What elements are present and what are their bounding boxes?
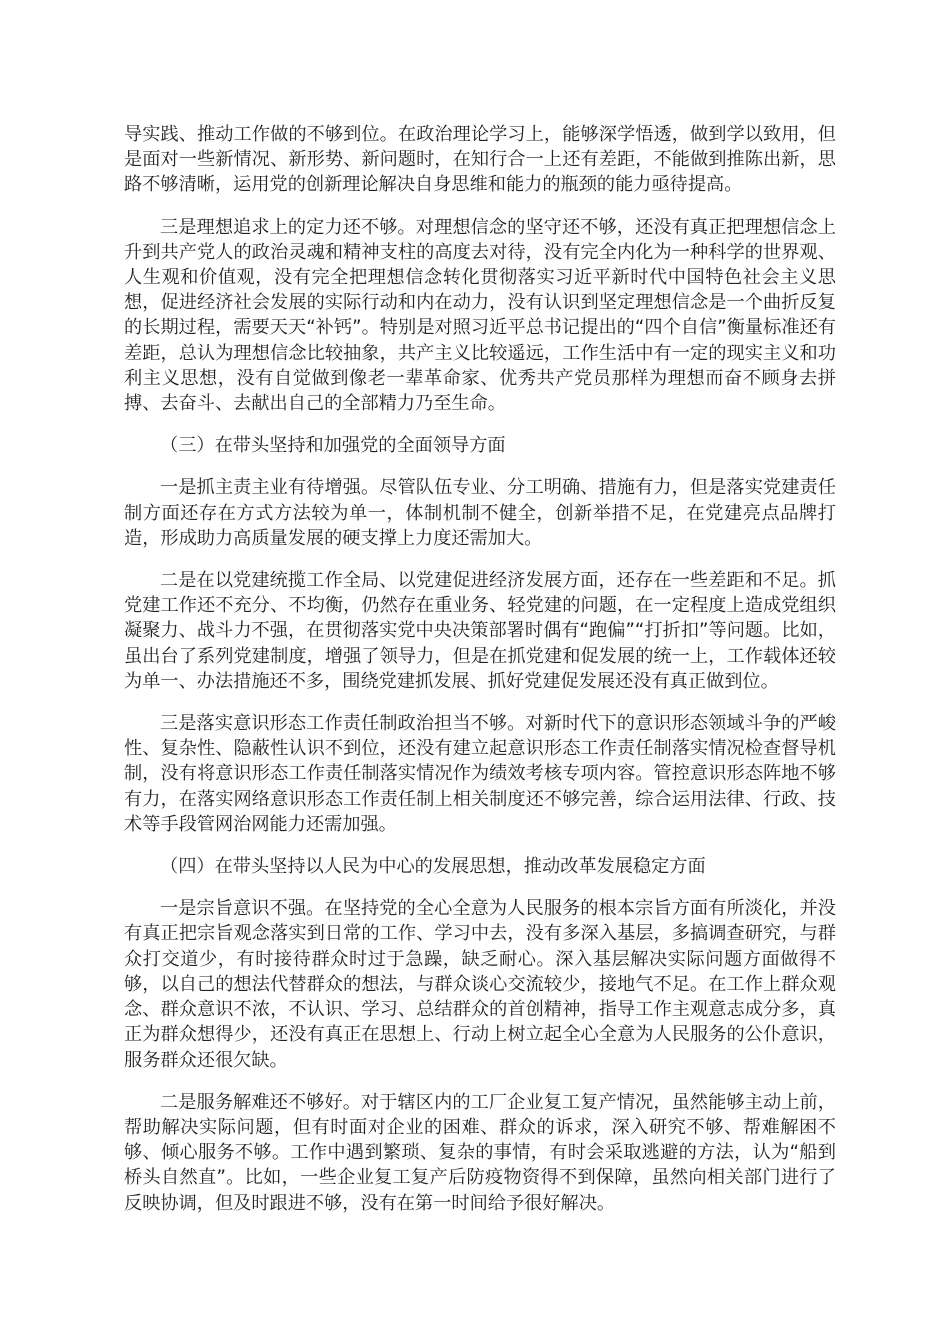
- section-heading-4: （四）在带头坚持以人民为中心的发展思想，推动改革发展稳定方面: [160, 856, 706, 878]
- paragraph-service: 二是服务解难还不够好。对于辖区内的工厂企业复工复产情况，虽然能够主动上前，帮助解决实际问题，但有时面对企业的困难、群众的诉求，深入研究不够、帮难解困不够、倾心服务不够。工作中遇到繁琐、复杂的事情，有时会采取逃避的方法，认为“船到桥头自然直”。比如，一些企业复工复产后防疫物资得不到保障，虽然向相关部门进行了反映协调，但及时跟进不够，没有在第一时间给予很好解决。: [124, 1091, 836, 1214]
- paragraph-continuation: 导实践、推动工作做的不够到位。在政治理论学习上，能够深学悟透，做到学以致用，但是面对一些新情况、新形势、新问题时，在知行合一上还有差距，不能做到推陈出新，思路不够清晰，运用党的创新理论解决自身思维和能力的瓶颈的能力亟待提高。: [124, 124, 836, 196]
- paragraph-purpose-awareness: 一是宗旨意识不强。在坚持党的全心全意为人民服务的根本宗旨方面有所淡化，并没有真正把宗旨观念落实到日常的工作、学习中去，没有多深入基层，多搞调查研究，与群众打交道少，有时接待群众时过于急躁，缺乏耐心。深入基层解决实际问题方面做得不够，以自己的想法代替群众的想法，与群众谈心交流较少，接地气不足。在工作上群众观念、群众意识不浓，不认识、学习、总结群众的首创精神，指导工作主观意志成分多，真正为群众想得少，还没有真正在思想上、行动上树立起全心全意为人民服务的公仆意识，服务群众还很欠缺。: [124, 898, 836, 1071]
- document-body: [124, 122, 836, 1233]
- paragraph-main-responsibility: 一是抓主责主业有待增强。尽管队伍专业、分工明确、措施有力，但是落实党建责任制方面还存在方式方法较为单一，体制机制不健全，创新举措不足，在党建亮点品牌打造，形成助力高质量发展的硬支撑上力度还需加大。: [124, 477, 836, 549]
- section-heading-3: （三）在带头坚持和加强党的全面领导方面: [160, 435, 506, 457]
- paragraph-ideal-pursuit: 三是理想追求上的定力还不够。对理想信念的坚守还不够，还没有真正把理想信念上升到共产党人的政治灵魂和精神支柱的高度去对待，没有完全内化为一种科学的世界观、人生观和价值观，没有完全把理想信念转化贯彻落实习近平新时代中国特色社会主义思想，促进经济社会发展的实际行动和内在动力，没有认识到坚定理想信念是一个曲折反复的长期过程，需要天天“补钙”。特别是对照习近平总书记提出的“四个自信”衡量标准还有差距，总认为理想信念比较抽象，共产主义比较遥远，工作生活中有一定的现实主义和功利主义思想，没有自觉做到像老一辈革命家、优秀共产党员那样为理想而奋不顾身去拼搏、去奋斗、去献出自己的全部精力乃至生命。: [124, 216, 836, 415]
- paragraph-party-building: 二是在以党建统揽工作全局、以党建促进经济发展方面，还存在一些差距和不足。抓党建工作还不充分、不均衡，仍然存在重业务、轻党建的问题，在一定程度上造成党组织凝聚力、战斗力不强，在贯彻落实党中央决策部署时偶有“跑偏”“打折扣”等问题。比如，虽出台了系列党建制度，增强了领导力，但是在抓党建和促发展的统一上，工作载体还较为单一、办法措施还不多，围绕党建抓发展、抓好党建促发展还没有真正做到位。: [124, 570, 836, 692]
- paragraph-ideology-responsibility: 三是落实意识形态工作责任制政治担当不够。对新时代下的意识形态领域斗争的严峻性、复杂性、隐蔽性认识不到位，还没有建立起意识形态工作责任制落实情况检查督导机制，没有将意识形态工作责任制落实情况作为绩效考核专项内容。管控意识形态阵地不够有力，在落实网络意识形态工作责任制上相关制度还不够完善，综合运用法律、行政、技术等手段管网治网能力还需加强。: [124, 713, 836, 835]
